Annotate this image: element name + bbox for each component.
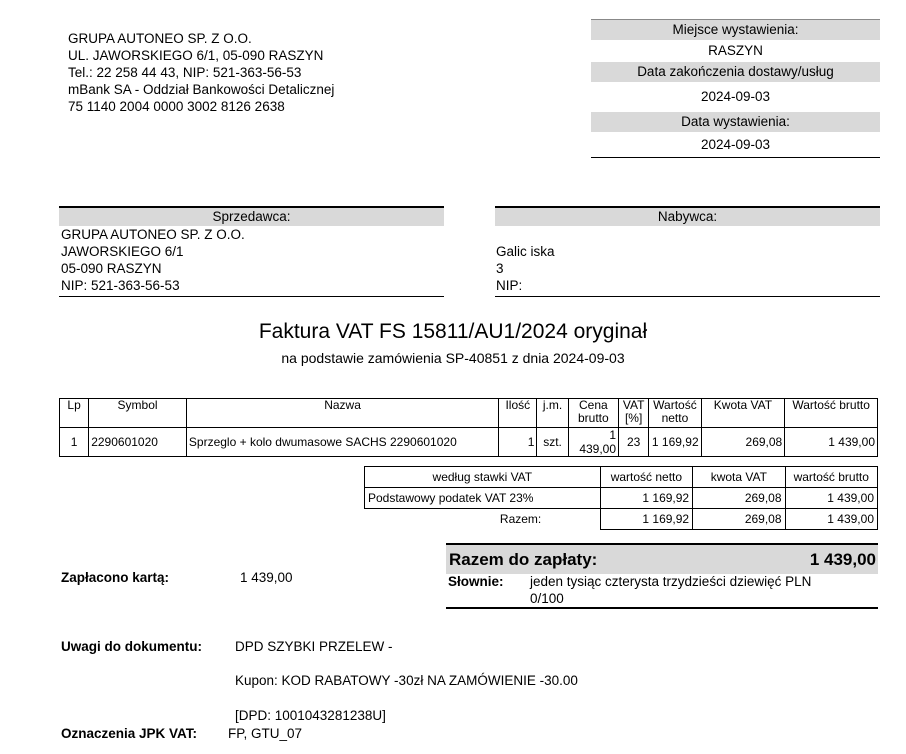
col-name: Nazwa xyxy=(186,399,498,428)
vat-total-row xyxy=(365,509,878,530)
delivery-date-label: Data zakończenia dostawy/usług xyxy=(591,62,880,82)
buyer-label: Nabywca: xyxy=(495,206,880,226)
words-line2: 0/100 xyxy=(530,591,564,606)
paid-label: Zapłacono kartą: xyxy=(61,570,170,585)
col-vat xyxy=(619,399,649,428)
cell-vat: 23 xyxy=(619,428,649,457)
vat-amount: 269,08 xyxy=(693,488,785,509)
col-net-value-l2: netto xyxy=(661,411,689,425)
seller-street: JAWORSKIEGO 6/1 xyxy=(61,244,184,259)
amount-in-words xyxy=(446,574,878,609)
issue-date-label: Data wystawienia: xyxy=(591,112,880,132)
issuer-bank: mBank SA - Oddział Bankowości Detalicznej xyxy=(68,82,335,97)
words-line1: jeden tysiąc czterysta trzydzieści dziewięć PLN xyxy=(530,574,812,589)
invoice-subtitle: na podstawie zamówienia SP-40851 z dnia 2024-09-03 xyxy=(281,350,625,366)
seller-city: 05-090 RASZYN xyxy=(61,261,162,276)
issuer-header xyxy=(68,30,334,115)
vat-rate: Podstawowy podatek VAT 23% xyxy=(365,488,601,509)
vat-total-gross: 1 439,00 xyxy=(785,509,877,530)
col-vat-l2: [%] xyxy=(624,411,643,425)
cell-gross-price: 1 439,00 xyxy=(568,428,618,457)
col-qty: Ilość xyxy=(499,399,537,428)
buyer-nip: NIP: xyxy=(496,278,523,293)
vat-row xyxy=(365,488,878,509)
seller-label: Sprzedawca: xyxy=(59,206,444,226)
seller-section xyxy=(59,206,444,297)
notes-line2: Kupon: KOD RABATOWY -30zł NA ZAMÓWIENIE -30.00 xyxy=(235,673,578,688)
col-net-value xyxy=(649,399,701,428)
cell-gross-value: 1 439,00 xyxy=(785,428,878,457)
col-lp: Lp xyxy=(60,399,89,428)
issuer-account: 75 1140 2004 0000 3002 8126 2638 xyxy=(68,99,285,114)
items-header-row xyxy=(60,399,878,428)
vat-col-vat: kwota VAT xyxy=(693,467,785,488)
paid-value: 1 439,00 xyxy=(240,570,293,585)
buyer-section xyxy=(495,206,880,297)
vat-total-net: 1 169,92 xyxy=(600,509,692,530)
words-label: Słownie: xyxy=(448,574,504,589)
col-gross-value: Wartość brutto xyxy=(785,399,878,428)
vat-summary-table xyxy=(364,466,878,530)
col-unit: j.m. xyxy=(537,399,568,428)
col-vat-amount: Kwota VAT xyxy=(701,399,785,428)
issuer-contact: Tel.: 22 258 44 43, NIP: 521-363-56-53 xyxy=(68,65,302,80)
invoice-meta xyxy=(591,19,880,158)
buyer-street: Galic iska xyxy=(496,244,555,259)
vat-col-rate: według stawki VAT xyxy=(365,467,601,488)
col-symbol: Symbol xyxy=(89,399,187,428)
place-label: Miejsce wystawienia: xyxy=(591,20,880,40)
seller-name: GRUPA AUTONEO SP. Z O.O. xyxy=(61,227,245,242)
vat-net: 1 169,92 xyxy=(600,488,692,509)
cell-net-value: 1 169,92 xyxy=(649,428,701,457)
cell-symbol: 2290601020 xyxy=(89,428,187,457)
col-vat-l1: VAT xyxy=(622,398,645,412)
table-row xyxy=(60,428,878,457)
issuer-address: UL. JAWORSKIEGO 6/1, 05-090 RASZYN xyxy=(68,48,324,63)
amount-due-label: Razem do zapłaty: xyxy=(449,550,598,569)
invoice-title: Faktura VAT FS 15811/AU1/2024 oryginał xyxy=(258,320,648,343)
vat-header-row xyxy=(365,467,878,488)
col-gross-price xyxy=(568,399,618,428)
amount-due-bar xyxy=(446,543,878,574)
delivery-date-value: 2024-09-03 xyxy=(700,89,771,104)
cell-vat-amount: 269,08 xyxy=(701,428,785,457)
vat-gross: 1 439,00 xyxy=(785,488,877,509)
cell-name: Sprzeglo + kolo dwumasowe SACHS 2290601020 xyxy=(186,428,498,457)
notes-line3: [DPD: 1001043281238U] xyxy=(235,708,386,723)
vat-col-net: wartość netto xyxy=(600,467,692,488)
issuer-name: GRUPA AUTONEO SP. Z O.O. xyxy=(68,31,252,46)
issue-date-value: 2024-09-03 xyxy=(591,132,880,158)
jpk-label: Oznaczenia JPK VAT: xyxy=(61,726,198,741)
cell-unit: szt. xyxy=(537,428,568,457)
items-table xyxy=(59,398,878,457)
cell-qty: 1 xyxy=(499,428,537,457)
place-value: RASZYN xyxy=(708,43,763,58)
vat-total-vat: 269,08 xyxy=(693,509,785,530)
buyer-city: 3 xyxy=(496,261,504,276)
seller-nip: NIP: 521-363-56-53 xyxy=(61,278,180,293)
col-net-value-l1: Wartość xyxy=(653,398,697,412)
amount-due-value: 1 439,00 xyxy=(809,550,876,569)
col-gross-price-l1: Cena xyxy=(579,398,608,412)
col-gross-price-l2: brutto xyxy=(578,411,609,425)
vat-col-gross: wartość brutto xyxy=(785,467,877,488)
notes-label: Uwagi do dokumentu: xyxy=(61,639,202,654)
notes-line1: DPD SZYBKI PRZELEW - xyxy=(235,639,393,654)
jpk-value: FP, GTU_07 xyxy=(228,726,303,741)
vat-total-label: Razem: xyxy=(499,512,542,527)
cell-lp: 1 xyxy=(60,428,89,457)
buyer-name xyxy=(496,226,880,243)
